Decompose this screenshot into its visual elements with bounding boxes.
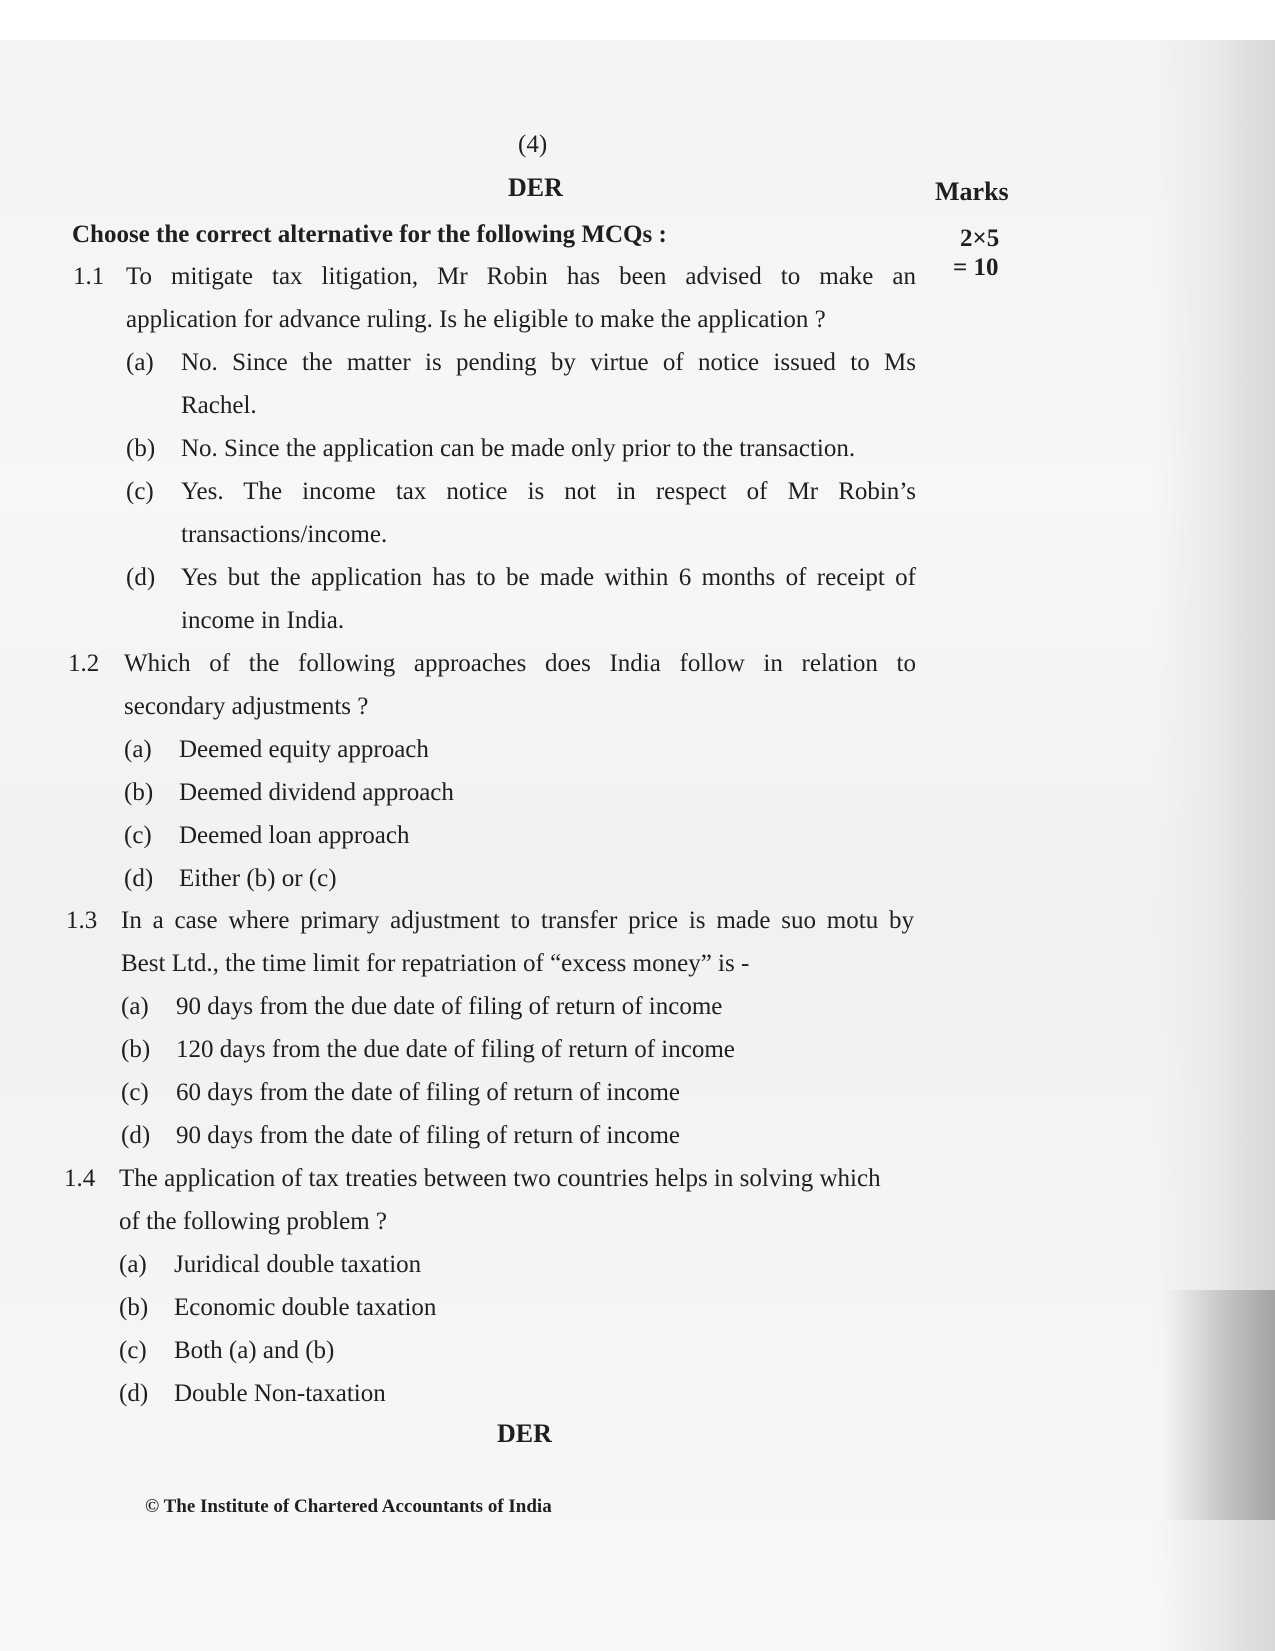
option-text: income in India. [181, 607, 345, 634]
option-label: (b) [124, 779, 154, 806]
option-label: (a) [126, 349, 154, 376]
question-number: 1.2 [68, 650, 100, 677]
option-label: (b) [121, 1036, 151, 1063]
question-text-line: To mitigate tax litigation, Mr Robin has been advised to make an [126, 263, 916, 290]
option-text: 120 days from the due date of filing of return of income [176, 1036, 735, 1063]
option-text: Double Non-taxation [174, 1380, 386, 1407]
option-label: (c) [126, 478, 154, 505]
marks-allotted-line2: = 10 [953, 254, 999, 281]
option-text: No. Since the matter is pending by virtue of notice issued to Ms [181, 349, 916, 376]
option-text: 60 days from the date of filing of return of income [176, 1079, 681, 1106]
option-label: (c) [119, 1337, 147, 1364]
option-text: Juridical double taxation [174, 1251, 422, 1278]
question-text-line: Which of the following approaches does India follow in relation to [124, 650, 916, 677]
scan-top-margin [0, 0, 1275, 40]
option-label: (a) [124, 736, 152, 763]
page-number: (4) [518, 131, 548, 158]
copyright-notice: © The Institute of Chartered Accountants of India [145, 1496, 552, 1517]
option-label: (d) [121, 1122, 151, 1149]
option-text: Deemed dividend approach [179, 779, 454, 806]
option-label: (d) [119, 1380, 149, 1407]
option-label: (d) [124, 865, 154, 892]
option-label: (a) [119, 1251, 147, 1278]
question-text-line: secondary adjustments ? [124, 693, 369, 720]
option-text: Yes but the application has to be made within 6 months of receipt of [181, 564, 916, 591]
question-text-line: application for advance ruling. Is he eligible to make the application ? [126, 306, 826, 333]
option-label: (b) [126, 435, 156, 462]
option-text: Deemed loan approach [179, 822, 410, 849]
option-label: (c) [124, 822, 152, 849]
option-text: 90 days from the due date of filing of return of income [176, 993, 723, 1020]
option-text: Economic double taxation [174, 1294, 437, 1321]
option-text: Yes. The income tax notice is not in respect of Mr Robin’s [181, 478, 916, 505]
option-text: No. Since the application can be made only prior to the transaction. [181, 435, 856, 462]
question-text-line: The application of tax treaties between two countries helps in solving which [119, 1165, 881, 1192]
option-label: (b) [119, 1294, 149, 1321]
question-number: 1.4 [64, 1165, 96, 1192]
question-text-line: Best Ltd., the time limit for repatriation of “excess money” is - [121, 950, 750, 977]
option-text: Either (b) or (c) [179, 865, 337, 892]
option-text: Rachel. [181, 392, 257, 419]
option-label: (c) [121, 1079, 149, 1106]
instruction-text: Choose the correct alternative for the following MCQs : [72, 221, 667, 248]
option-label: (a) [121, 993, 149, 1020]
paper-code-header: DER [508, 173, 563, 202]
marks-allotted-line1: 2×5 [960, 225, 1000, 252]
option-text: Deemed equity approach [179, 736, 429, 763]
paper-code-footer: DER [497, 1419, 552, 1448]
option-label: (d) [126, 564, 156, 591]
question-number: 1.3 [66, 907, 98, 934]
question-text-line: of the following problem ? [119, 1208, 387, 1235]
question-text-line: In a case where primary adjustment to transfer price is made suo motu by [121, 907, 914, 934]
marks-heading: Marks [935, 177, 1009, 206]
option-text: Both (a) and (b) [174, 1337, 335, 1364]
question-number: 1.1 [73, 263, 105, 290]
option-text: transactions/income. [181, 521, 388, 548]
option-text: 90 days from the date of filing of return of income [176, 1122, 681, 1149]
scan-edge-shadow [1165, 1290, 1275, 1520]
